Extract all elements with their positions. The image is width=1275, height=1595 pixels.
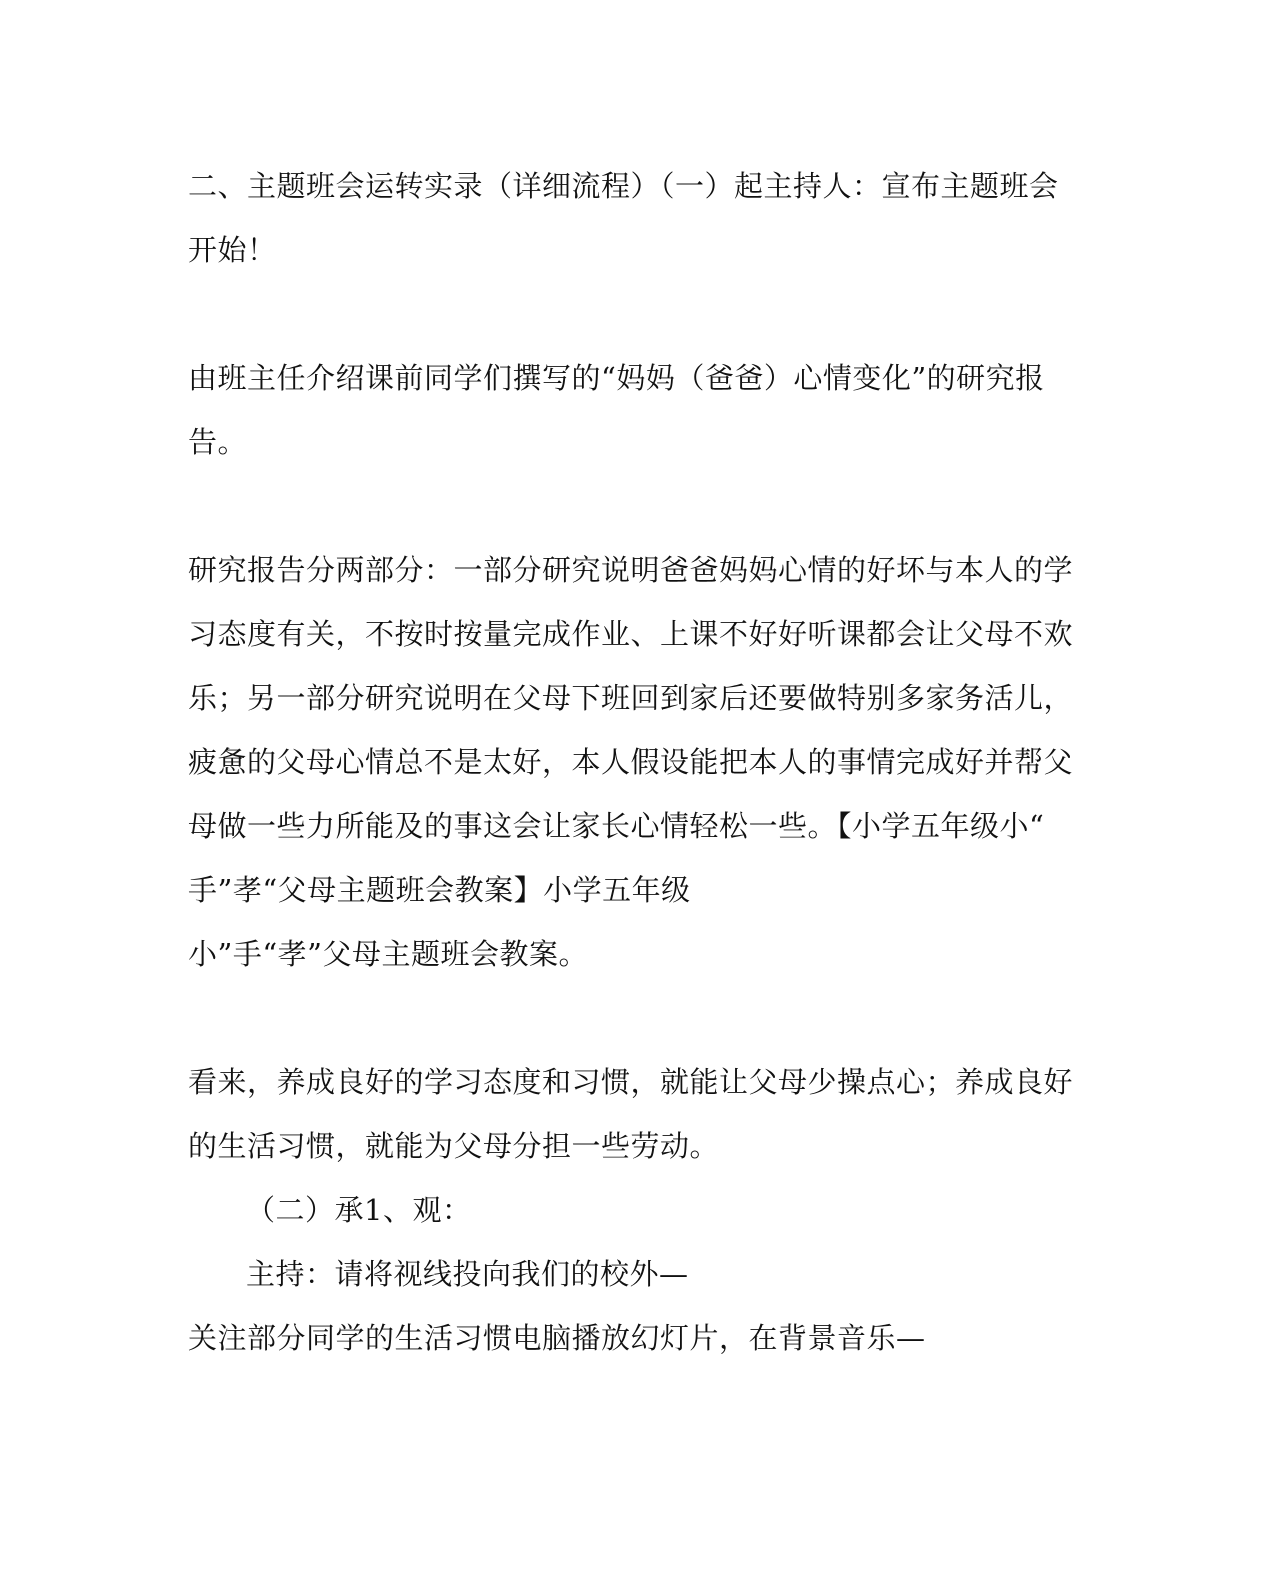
text-line-6: 习态度有关，不按时按量完成作业、上课不好好听课都会让父母不欢	[188, 617, 1074, 651]
text-line-4: 告。	[188, 425, 248, 459]
text-line-8: 疲惫的父母心情总不是太好，本人假设能把本人的事情完成好并帮父	[188, 745, 1074, 779]
text-line-2: 开始！	[188, 233, 277, 267]
text-line-10: 手”孝“父母主题班会教案】小学五年级	[188, 873, 691, 907]
text-line-5: 研究报告分两部分：一部分研究说明爸爸妈妈心情的好坏与本人的学	[188, 553, 1074, 587]
text-line-1: 二、主题班会运转实录（详细流程）（一）起主持人：宣布主题班会	[188, 169, 1059, 203]
text-line-15: 主持：请将视线投向我们的校外—	[246, 1257, 689, 1291]
text-line-13: 的生活习惯，就能为父母分担一些劳动。	[188, 1129, 720, 1163]
text-line-3: 由班主任介绍课前同学们撰写的“妈妈（爸爸）心情变化”的研究报	[188, 361, 1045, 395]
text-line-16: 关注部分同学的生活习惯电脑播放幻灯片，在背景音乐—	[188, 1321, 926, 1355]
text-line-11: 小”手“孝”父母主题班会教案。	[188, 937, 588, 971]
text-line-14: （二）承1、观：	[246, 1193, 472, 1227]
text-line-9: 母做一些力所能及的事这会让家长心情轻松一些。【小学五年级小“	[188, 809, 1045, 843]
text-line-12: 看来，养成良好的学习态度和习惯，就能让父母少操点心；养成良好	[188, 1065, 1074, 1099]
text-line-7: 乐；另一部分研究说明在父母下班回到家后还要做特别多家务活儿，	[188, 681, 1074, 715]
